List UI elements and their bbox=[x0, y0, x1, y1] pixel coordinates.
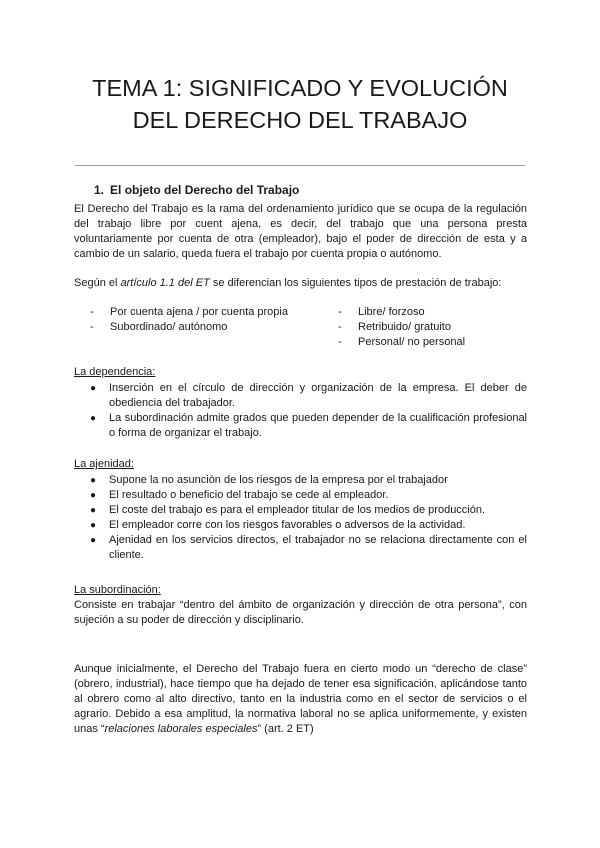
intro-paragraph: El Derecho del Trabajo es la rama del ordenamiento jurídico que se ocupa de la regulación del trabajo libre por cuent ajena, es decir, del trabajo que una persona presta voluntariamente por cuenta de otra (empleador), bajo el poder de dirección de esta y a cambio de un salario, queda fuera el trabajo por cuenta propia o autónomo. bbox=[74, 203, 527, 260]
bullet-icon: ● bbox=[90, 383, 97, 394]
closing-italic: relaciones laborales especiales bbox=[104, 723, 258, 735]
bullet-icon: ● bbox=[90, 413, 97, 424]
dash-marker: - bbox=[338, 321, 342, 333]
dash-marker: - bbox=[90, 321, 94, 333]
section-number: 1. bbox=[94, 183, 105, 197]
dash-marker: - bbox=[338, 306, 342, 318]
list-item: ● Ajenidad en los servicios directos, el trabajador no se relaciona directamente con el cliente. bbox=[90, 534, 527, 561]
bullet-icon: ● bbox=[90, 520, 97, 531]
dash-marker: - bbox=[338, 336, 342, 348]
list-item: - Libre/ forzoso bbox=[338, 306, 425, 318]
subordinacion-paragraph: Consiste en trabajar “dentro del ámbito de organización y dirección de otra persona”, con sujeción a su poder de dirección y disciplinario. bbox=[74, 599, 527, 626]
list-item: ● Inserción en el círculo de dirección y organización de la empresa. El deber de obediencia del trabajador. bbox=[90, 382, 527, 409]
list-item: - Subordinado/ autónomo bbox=[90, 321, 228, 333]
title-line-1: TEMA 1: SIGNIFICADO Y EVOLUCIÓN bbox=[92, 75, 508, 101]
bullet-icon: ● bbox=[90, 490, 97, 501]
work-types-list bbox=[74, 305, 527, 350]
list-item: ● Supone la no asunción de los riesgos de la empresa por el trabajador bbox=[90, 474, 448, 486]
document-body bbox=[74, 182, 527, 737]
list-item: ● El resultado o beneficio del trabajo se cede al empleador. bbox=[90, 489, 389, 501]
work-types-right-column bbox=[338, 305, 465, 350]
list-item: ● El empleador corre con los riesgos favorables o adversos de la actividad. bbox=[90, 519, 466, 531]
work-types-left-column bbox=[90, 305, 300, 350]
dash-marker: - bbox=[90, 306, 94, 318]
article-paragraph: Según el artículo 1.1 del ET se diferencian los siguientes tipos de prestación de trabajo: bbox=[74, 277, 502, 289]
bullet-icon: ● bbox=[90, 505, 97, 516]
page-title bbox=[0, 72, 600, 136]
dependencia-list bbox=[74, 381, 527, 441]
section-heading bbox=[94, 182, 527, 198]
ajenidad-list bbox=[74, 473, 527, 563]
dependencia-subheading: La dependencia: bbox=[74, 366, 156, 378]
list-item: ● La subordinación admite grados que pueden depender de la cualificación profesional o forma de organizar el trabajo. bbox=[90, 412, 527, 439]
closing-paragraph: Aunque inicialmente, el Derecho del Trabajo fuera en cierto modo un “derecho de clase” (obrero, industrial), hace tiempo que ha dejado de tener esa significación, aplicándose tanto al obrero como al alto directivo, tanto en la industria como en el sector de servicios o el agrario. Debido a esa amplitud, la normativa laboral no se aplica uniformemente, y existen unas “relaciones laborales especiales” (art. 2 ET) bbox=[74, 663, 527, 735]
title-line-2: DEL DERECHO DEL TRABAJO bbox=[132, 107, 468, 133]
section-title: El objeto del Derecho del Trabajo bbox=[110, 183, 300, 197]
list-item: - Personal/ no personal bbox=[338, 336, 466, 348]
horizontal-divider bbox=[75, 165, 525, 166]
ajenidad-subheading: La ajenidad: bbox=[74, 458, 134, 470]
list-item: - Retribuido/ gratuito bbox=[338, 321, 451, 333]
bullet-icon: ● bbox=[90, 475, 97, 486]
list-item: - Por cuenta ajena / por cuenta propia bbox=[90, 306, 288, 318]
article-reference: artículo 1.1 del ET bbox=[120, 277, 210, 289]
bullet-icon: ● bbox=[90, 535, 97, 546]
list-item: ● El coste del trabajo es para el empleador titular de los medios de producción. bbox=[90, 504, 486, 516]
subordinacion-subheading: La subordinación: bbox=[74, 584, 161, 596]
